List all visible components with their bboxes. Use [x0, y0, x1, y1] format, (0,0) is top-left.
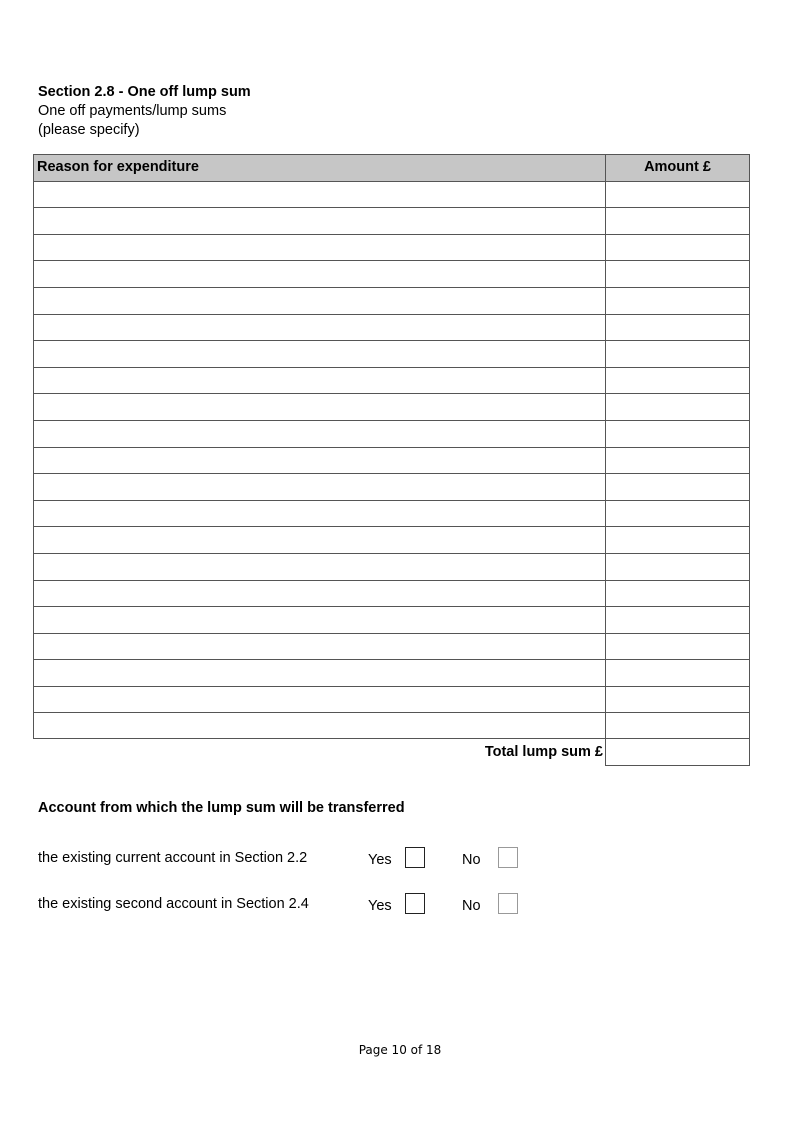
lump-sum-table [33, 154, 750, 766]
amount-cell[interactable] [605, 686, 750, 713]
reason-cell[interactable] [33, 420, 605, 447]
reason-cell[interactable] [33, 207, 605, 234]
reason-cell[interactable] [33, 340, 605, 367]
table-row [33, 526, 750, 553]
reason-cell[interactable] [33, 659, 605, 686]
yes-label: Yes [368, 852, 392, 868]
table-row [33, 367, 750, 394]
section-subtitle-line1: One off payments/lump sums [38, 103, 227, 119]
table-row [33, 340, 750, 367]
amount-cell[interactable] [605, 393, 750, 420]
reason-cell[interactable] [33, 473, 605, 500]
table-row [33, 712, 750, 739]
amount-cell[interactable] [605, 207, 750, 234]
reason-cell[interactable] [33, 500, 605, 527]
reason-cell[interactable] [33, 287, 605, 314]
amount-cell[interactable] [605, 580, 750, 607]
table-row [33, 686, 750, 713]
reason-cell[interactable] [33, 260, 605, 287]
total-label: Total lump sum £ [484, 744, 603, 761]
table-row [33, 659, 750, 686]
account-option-label: the existing second account in Section 2.4 [38, 896, 309, 912]
reason-cell[interactable] [33, 367, 605, 394]
table-row [33, 633, 750, 660]
amount-cell[interactable] [605, 606, 750, 633]
no-label: No [462, 898, 481, 914]
column-header-reason: Reason for expenditure [33, 154, 605, 181]
amount-cell[interactable] [605, 181, 750, 208]
yes-label: Yes [368, 898, 392, 914]
table-row [33, 420, 750, 447]
amount-cell[interactable] [605, 473, 750, 500]
yes-checkbox[interactable] [405, 893, 425, 914]
table-row [33, 207, 750, 234]
column-header-amount: Amount £ [605, 154, 750, 181]
no-label: No [462, 852, 481, 868]
table-row [33, 234, 750, 261]
account-option-current [38, 847, 538, 871]
amount-cell[interactable] [605, 526, 750, 553]
reason-cell[interactable] [33, 314, 605, 341]
table-row [33, 260, 750, 287]
amount-cell[interactable] [605, 633, 750, 660]
no-checkbox[interactable] [498, 893, 518, 914]
amount-cell[interactable] [605, 712, 750, 739]
table-row [33, 500, 750, 527]
table-header-row [33, 154, 750, 181]
section-subtitle-line2: (please specify) [38, 122, 140, 138]
table-row [33, 606, 750, 633]
reason-cell[interactable] [33, 181, 605, 208]
amount-cell[interactable] [605, 314, 750, 341]
amount-cell[interactable] [605, 553, 750, 580]
table-row [33, 553, 750, 580]
table-row [33, 580, 750, 607]
no-checkbox[interactable] [498, 847, 518, 868]
reason-cell[interactable] [33, 234, 605, 261]
table-row [33, 181, 750, 208]
account-option-label: the existing current account in Section 2.2 [38, 850, 308, 866]
amount-cell[interactable] [605, 447, 750, 474]
table-body [33, 181, 750, 739]
reason-cell[interactable] [33, 553, 605, 580]
total-row [33, 739, 750, 766]
account-option-second [38, 893, 538, 917]
reason-cell[interactable] [33, 712, 605, 739]
amount-cell[interactable] [605, 234, 750, 261]
amount-cell[interactable] [605, 367, 750, 394]
yes-checkbox[interactable] [405, 847, 425, 868]
table-row [33, 393, 750, 420]
reason-cell[interactable] [33, 526, 605, 553]
reason-cell[interactable] [33, 447, 605, 474]
table-row [33, 473, 750, 500]
total-amount-field[interactable] [605, 739, 750, 766]
amount-cell[interactable] [605, 659, 750, 686]
reason-cell[interactable] [33, 686, 605, 713]
reason-cell[interactable] [33, 393, 605, 420]
table-row [33, 314, 750, 341]
amount-cell[interactable] [605, 420, 750, 447]
amount-cell[interactable] [605, 340, 750, 367]
table-row [33, 447, 750, 474]
reason-cell[interactable] [33, 580, 605, 607]
reason-cell[interactable] [33, 606, 605, 633]
reason-cell[interactable] [33, 633, 605, 660]
table-row [33, 287, 750, 314]
account-heading: Account from which the lump sum will be transferred [38, 800, 405, 816]
page-number: Page 10 of 18 [358, 1043, 442, 1057]
amount-cell[interactable] [605, 500, 750, 527]
amount-cell[interactable] [605, 260, 750, 287]
section-title: Section 2.8 - One off lump sum [38, 84, 251, 100]
amount-cell[interactable] [605, 287, 750, 314]
